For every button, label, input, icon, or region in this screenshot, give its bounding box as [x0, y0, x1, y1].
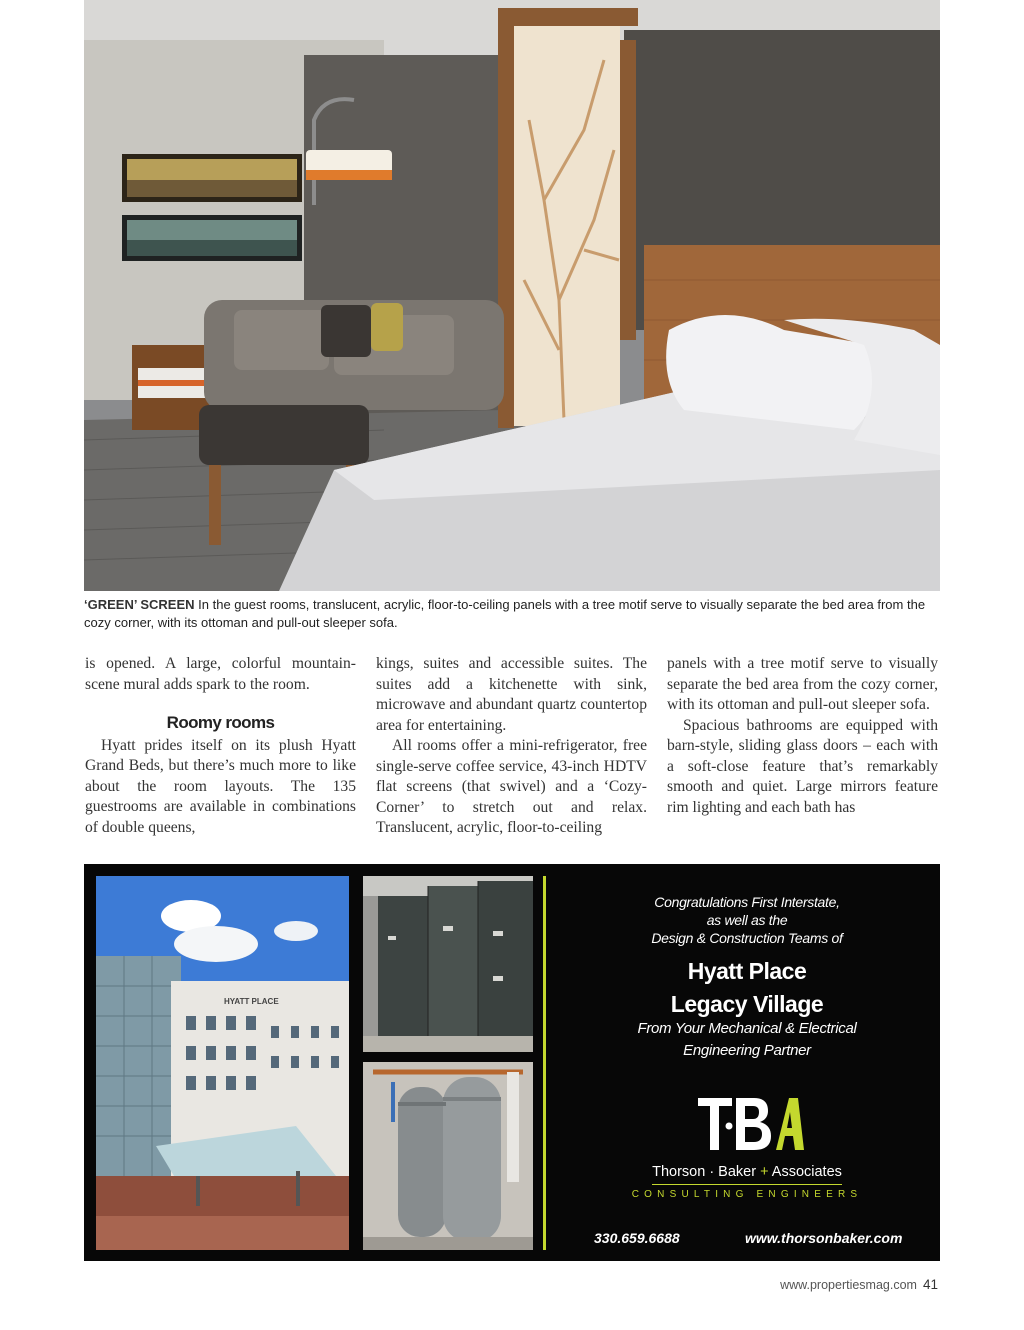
- ad-title-line: Legacy Village: [670, 991, 824, 1017]
- ad-congratulations: [554, 893, 940, 947]
- section-subhead: Roomy rooms: [166, 713, 275, 732]
- article-paragraph: is opened. A large, colorful mountain-scene mural adds spark to the room.: [85, 655, 356, 693]
- water-heater-tanks-photo: [363, 1062, 533, 1250]
- article-column-1: [85, 654, 356, 838]
- ad-congrats-line: as well as the: [706, 912, 788, 928]
- article-paragraph: All rooms offer a mini-refrigerator, free single-serve coffee service, 43-inch HDTV flat screens (that swivel) and a ‘Cozy-Corner’ to stretch out and relax. Translucent, acrylic, floor-to-ceiling: [376, 737, 647, 836]
- company-name-part: Associates: [768, 1164, 842, 1180]
- hotel-sign: HYATT PLACE: [224, 997, 279, 1006]
- article-paragraph: Spacious bathrooms are equipped with barn-style, sliding glass doors – each with a soft-close feature that’s remarkably smooth and quiet. Large mirrors feature rim lighting and each bath has: [667, 716, 938, 816]
- caption-heading: ‘GREEN’ SCREEN: [84, 597, 195, 612]
- ad-divider-line: [543, 876, 546, 1250]
- photo-caption: [84, 596, 944, 632]
- hotel-room-photo: [84, 0, 940, 591]
- caption-text: In the guest rooms, translucent, acrylic, floor-to-ceiling panels with a tree motif serve to visually separate the bed area from the cozy corner, with its ottoman and pull-out sleeper sofa.: [84, 597, 926, 630]
- hotel-exterior-photo: [96, 876, 349, 1250]
- tba-logo: [696, 1094, 806, 1161]
- company-name-part: Thorson · Baker: [652, 1164, 761, 1180]
- article-column-2: [376, 654, 647, 839]
- ad-title-line: Hyatt Place: [687, 958, 807, 984]
- article-column-3: [667, 654, 938, 818]
- article-paragraph: kings, suites and accessible suites. The suites add a kitchenette with sink, microwave and abundant quartz countertop area for entertaining.: [376, 655, 647, 734]
- ad-text-block: [554, 864, 940, 1261]
- article-paragraph: panels with a tree motif serve to visually separate the bed area from the cozy corner, with its ottoman and pull-out sleeper sofa.: [667, 655, 938, 713]
- company-plus-sign: +: [760, 1164, 769, 1180]
- ad-phone-number: 330.659.6688: [594, 1230, 680, 1246]
- electrical-room-photo: [363, 876, 533, 1052]
- ad-partner-line: From Your Mechanical & Electrical: [637, 1020, 857, 1037]
- page-footer: [780, 1277, 938, 1292]
- ad-company-subtitle: CONSULTING ENGINEERS: [631, 1189, 863, 1200]
- ad-project-title: [554, 955, 940, 1021]
- ad-website: www.thorsonbaker.com: [745, 1230, 903, 1246]
- company-underline: [652, 1184, 842, 1185]
- tba-advertisement: [84, 864, 940, 1261]
- ad-company-name: [554, 1164, 940, 1180]
- article-paragraph: Hyatt prides itself on its plush Hyatt Grand Beds, but there’s much more to like about the room layouts. The 135 guestrooms are available in combinations of double queens,: [85, 736, 356, 836]
- footer-url: www.propertiesmag.com: [780, 1278, 917, 1292]
- ad-congrats-line: Design & Construction Teams of: [651, 930, 843, 946]
- page-number: 41: [922, 1277, 938, 1292]
- ad-partner-line: Engineering Partner: [683, 1042, 811, 1059]
- ad-partner-text: [554, 1018, 940, 1062]
- ad-congrats-line: Congratulations First Interstate,: [654, 894, 840, 910]
